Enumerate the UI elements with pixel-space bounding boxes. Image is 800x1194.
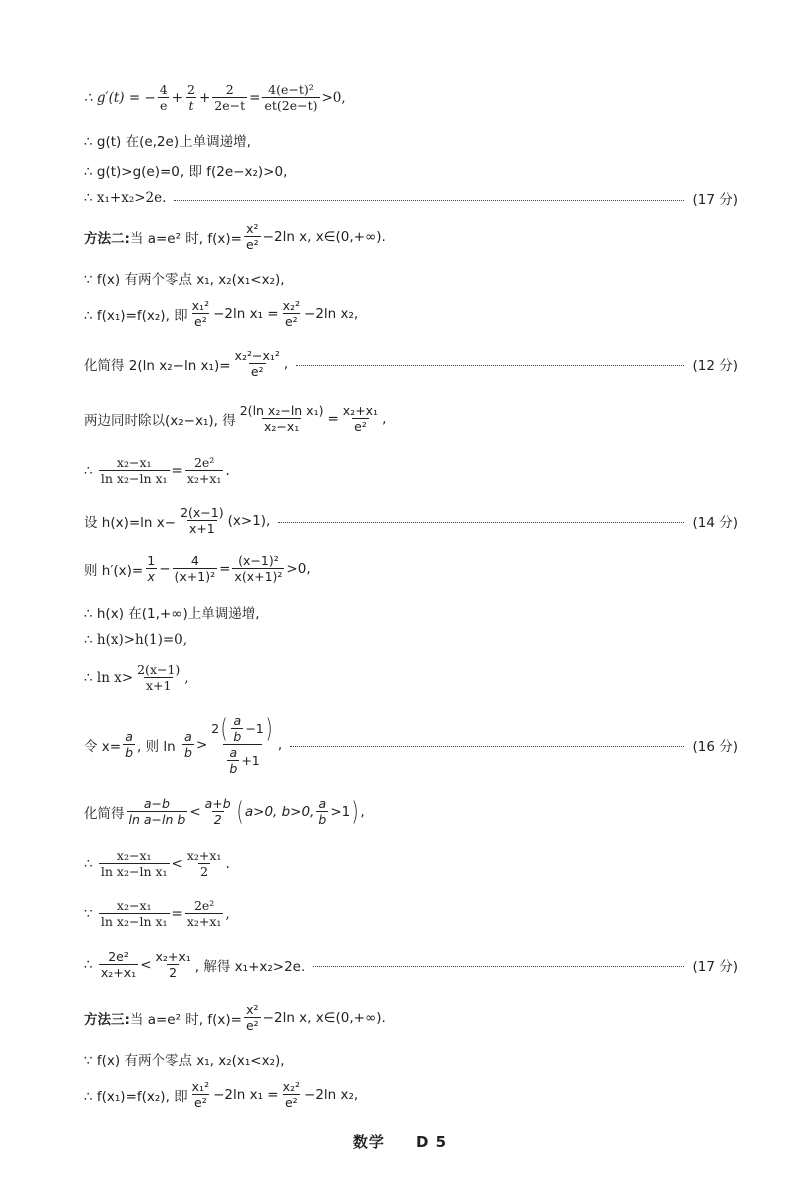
score-label: (12 分) bbox=[692, 357, 738, 374]
score-label: (17 分) bbox=[692, 958, 738, 975]
math-line bbox=[84, 1049, 738, 1069]
fraction: $\frac{\text{x₂+x₁}}{\text{e²}}$ bbox=[342, 403, 379, 434]
fraction: $\frac{4}{\text{(x+1)²}}$ bbox=[174, 553, 216, 584]
score-label: (17 分) bbox=[692, 192, 738, 208]
fraction: $\frac{2}{2e-t}$ bbox=[214, 82, 246, 113]
fraction: $\frac{\text{x₂−x₁}}{\text{ln x₂−ln x₁}}$ bbox=[100, 455, 168, 486]
math-line: ∴ $\frac{\text{x₂−x₁}}{\text{ln x₂−ln x₁}}$ = $\frac{\text{2e²}}{\text{x₂+x₁}}$ . bbox=[84, 455, 230, 486]
fraction: $\frac{a}{b}$ bbox=[184, 729, 192, 760]
fraction: $\frac{\text{2e²}}{\text{x₂+x₁}}$ bbox=[100, 949, 137, 980]
score-label: (16 分) bbox=[692, 738, 738, 755]
dotted-leader bbox=[174, 200, 684, 201]
math-line bbox=[84, 602, 738, 622]
fraction: $\frac{\text{2e²}}{\text{x₂+x₁}}$ bbox=[186, 455, 222, 486]
math-line: 则 h′(x)= $\frac{1}{x}$ − $\frac{4}{\text{(x+1)²}}$ = $\frac{\text{(x−1)²}}{\text{x(x+1)²}}$ >0, bbox=[84, 553, 311, 584]
score-label: (14 分) bbox=[692, 514, 738, 531]
line-text: ∵ f(x) 有两个零点 x₁, x₂(x₁<x₂), bbox=[84, 272, 285, 288]
line-text: ∴ g(t) 在(e,2e)上单调递增, bbox=[84, 134, 251, 150]
math-line: 令 x= $\frac{a}{b}$ , 则 ln $\frac{a}{b}$ > 2 ( $\frac{a}{b}$ −1 ) $\frac{a}{b}$ +1 , (16 分) bbox=[84, 713, 738, 776]
math-line: ∴ f(x₁)=f(x₂), 即 $\frac{\text{x₁²}}{\text{e²}}$ −2ln x₁ = $\frac{\text{x₂²}}{\text{e²}}$ −2ln x₂, bbox=[84, 1079, 359, 1110]
fraction: $\frac{\text{x₂²}}{\text{e²}}$ bbox=[282, 1079, 301, 1110]
line-text: ∵ f(x) 有两个零点 x₁, x₂(x₁<x₂), bbox=[84, 1053, 285, 1069]
fraction: $\frac{a-b}{\text{ln a−ln b}}$ bbox=[128, 796, 186, 827]
fraction: $\frac{\text{x₂−x₁}}{\text{ln x₂−ln x₁}}$ bbox=[100, 898, 168, 929]
nested-fraction: 2 ( $\frac{a}{b}$ −1 ) $\frac{a}{b}$ +1 bbox=[211, 713, 273, 776]
math-line bbox=[84, 160, 738, 180]
fraction: $\frac{\text{x₂+x₁}}{2}$ bbox=[155, 949, 191, 980]
math-line bbox=[84, 268, 738, 288]
line-text: ∴ h(x) 在(1,+∞)上单调递增, bbox=[84, 606, 260, 622]
fraction: $\frac{2(x-1)}{x+1}$ bbox=[137, 662, 181, 693]
math-line: 两边同时除以(x₂−x₁), 得 $\frac{\text{2(ln x₂−ln x₁)}}{\text{x₂−x₁}}$ = $\frac{\text{x₂+x₁}}{\text{e²}}$ , bbox=[84, 403, 387, 434]
math-line bbox=[84, 130, 738, 150]
math-line: 化简得 $\frac{a-b}{\text{ln a−ln b}}$ < $\frac{a+b}{2}$ ( a>0, b>0, $\frac{a}{b}$ >1 ) , bbox=[84, 796, 365, 827]
fraction: $\frac{\text{x₁²}}{\text{e²}}$ bbox=[191, 298, 210, 329]
derivative-lhs: g′(t) = − bbox=[96, 89, 156, 106]
fraction: $\frac{a+b}{2}$ bbox=[204, 796, 231, 827]
math-line: ∴ f(x₁)=f(x₂), 即 $\frac{\text{x₁²}}{\text{e²}}$ −2ln x₁ = $\frac{\text{x₂²}}{\text{e²}}$ −2ln x₂, bbox=[84, 298, 359, 329]
math-line: ∴ ln x> $\frac{2(x-1)}{x+1}$ , bbox=[84, 662, 189, 693]
fraction: $\frac{4}{e}$ bbox=[159, 82, 168, 113]
prefix: ∴ bbox=[84, 89, 93, 106]
fraction: $\frac{\text{x₁²}}{\text{e²}}$ bbox=[191, 1079, 210, 1110]
fraction: $\frac{\text{x₂²}}{\text{e²}}$ bbox=[282, 298, 301, 329]
math-line: ∴ $\frac{\text{x₂−x₁}}{\text{ln x₂−ln x₁}}$ < $\frac{\text{x₂+x₁}}{2}$ . bbox=[84, 848, 230, 879]
method-label: 方法三: bbox=[84, 1011, 130, 1028]
fraction: $\frac{\text{2e²}}{\text{x₂+x₁}}$ bbox=[186, 898, 222, 929]
fraction: $\frac{\text{x₂²−x₁²}}{\text{e²}}$ bbox=[234, 348, 280, 379]
page-footer bbox=[0, 1131, 800, 1152]
dotted-leader bbox=[313, 966, 684, 967]
fraction: $\frac{2(x-1)}{x+1}$ bbox=[180, 505, 224, 536]
fraction: $\frac{a}{b}$ bbox=[318, 796, 327, 827]
fraction: $\frac{\text{x²}}{\text{e²}}$ bbox=[245, 221, 259, 252]
math-line: ∴ g′(t) = − $\frac{4}{e}$ + $\frac{2}{t}$ + $\frac{2}{2e-t}$ = $\frac{\text{4(e−t)²}}{et(2e-t)}$ >0, bbox=[84, 82, 346, 113]
fraction: $\frac{a}{b}$ bbox=[125, 729, 134, 760]
method-label: 方法二: bbox=[84, 230, 130, 247]
fraction: $\frac{\text{x²}}{\text{e²}}$ bbox=[245, 1002, 259, 1033]
fraction: $\frac{\text{x₂+x₁}}{2}$ bbox=[186, 848, 222, 879]
footer-subject: 数学 bbox=[352, 1133, 385, 1151]
fraction: $\frac{\text{2(ln x₂−ln x₁)}}{\text{x₂−x₁}}$ bbox=[239, 403, 324, 434]
math-line: ∴ $\frac{\text{2e²}}{\text{x₂+x₁}}$ < $\frac{\text{x₂+x₁}}{2}$ , 解得 x₁+x₂>2e. (17 分) bbox=[84, 949, 738, 980]
fraction: $\frac{2}{t}$ bbox=[187, 82, 195, 113]
line-text: ∴ h(x)>h(1)=0, bbox=[84, 632, 188, 648]
math-line bbox=[84, 632, 738, 648]
line-text: ∴ g(t)>g(e)=0, 即 f(2e−x₂)>0, bbox=[84, 164, 288, 180]
fraction: $\frac{\text{x₂−x₁}}{\text{ln x₂−ln x₁}}$ bbox=[100, 848, 168, 879]
math-line: 方法二: 当 a=e² 时, f(x)= $\frac{\text{x²}}{\text{e²}}$ −2ln x, x∈(0,+∞). bbox=[84, 221, 386, 252]
footer-page-number: D 5 bbox=[416, 1133, 448, 1151]
fraction: $\frac{\text{(x−1)²}}{\text{x(x+1)²}}$ bbox=[234, 553, 283, 584]
math-line: 设 h(x)=ln x− $\frac{2(x-1)}{x+1}$ (x>1), (14 分) bbox=[84, 505, 738, 536]
math-line bbox=[84, 188, 738, 208]
fraction: $\frac{1}{x}$ bbox=[147, 553, 156, 584]
math-line: 方法三: 当 a=e² 时, f(x)= $\frac{\text{x²}}{\text{e²}}$ −2ln x, x∈(0,+∞). bbox=[84, 1002, 386, 1033]
fraction: $\frac{\text{4(e−t)²}}{et(2e-t)}$ bbox=[264, 82, 318, 113]
line-text: ∴ x₁+x₂>2e. bbox=[84, 190, 167, 206]
math-line: 化简得 2(ln x₂−ln x₁)= $\frac{\text{x₂²−x₁²}}{\text{e²}}$ , (12 分) bbox=[84, 348, 738, 379]
dotted-leader bbox=[290, 746, 684, 747]
dotted-leader bbox=[278, 522, 684, 523]
math-line: ∵ $\frac{\text{x₂−x₁}}{\text{ln x₂−ln x₁}}$ = $\frac{\text{2e²}}{\text{x₂+x₁}}$ , bbox=[84, 898, 230, 929]
dotted-leader bbox=[296, 365, 684, 366]
